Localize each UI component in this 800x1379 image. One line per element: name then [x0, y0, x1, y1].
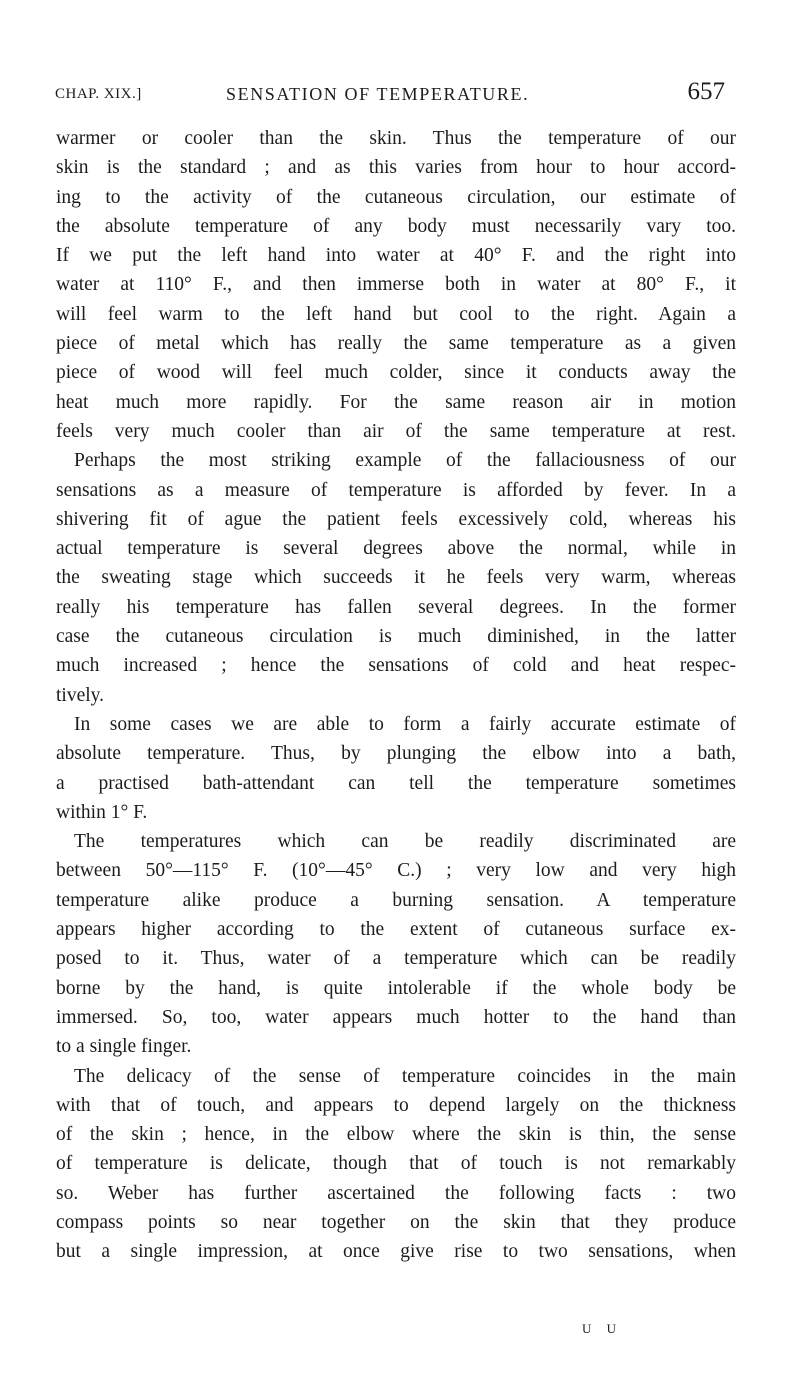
paragraph-end-line: tively. — [56, 684, 105, 706]
text-line: of temperature is delicate, though that of touch is not remarkably — [56, 1153, 736, 1175]
text-line: much increased ; hence the sensations of cold and heat respec- — [56, 655, 736, 677]
text-line: ing to the activity of the cutaneous circulation, our estimate of — [56, 186, 736, 208]
body-text — [56, 124, 736, 1267]
text-line: of the skin ; hence, in the elbow where the skin is thin, the sense — [56, 1124, 736, 1146]
paragraph-end-line: within 1° F. — [56, 801, 148, 823]
text-line: If we put the left hand into water at 40° F. and the right into — [56, 245, 736, 267]
text-line: appears higher according to the extent of cutaneous surface ex- — [56, 919, 736, 941]
text-line: temperature alike produce a burning sensation. A temperature — [56, 889, 736, 911]
paragraph-end-line: to a single finger. — [56, 1036, 192, 1058]
text-line: actual temperature is several degrees above the normal, while in — [56, 538, 736, 560]
text-line: piece of metal which has really the same temperature as a given — [56, 333, 736, 355]
signature-mark: U U — [582, 1321, 623, 1336]
page-number: 657 — [687, 78, 725, 105]
text-line: the sweating stage which succeeds it he feels very warm, whereas — [56, 567, 736, 589]
text-line: piece of wood will feel much colder, since it conducts away the — [56, 362, 736, 384]
text-line: warmer or cooler than the skin. Thus the temperature of our — [56, 128, 736, 149]
text-line: with that of touch, and appears to depend largely on the thickness — [56, 1094, 736, 1116]
text-line: compass points so near together on the skin that they produce — [56, 1211, 736, 1233]
text-line: a practised bath-attendant can tell the temperature sometimes — [56, 772, 736, 794]
running-head — [55, 78, 725, 112]
paragraph-start-line: In some cases we are able to form a fairly accurate estimate of — [74, 713, 736, 735]
text-line: immersed. So, too, water appears much hotter to the hand than — [56, 1006, 736, 1028]
text-line: sensations as a measure of temperature is afforded by fever. In a — [56, 479, 736, 501]
text-line: heat much more rapidly. For the same reason air in motion — [56, 391, 736, 413]
chapter-label: CHAP. XIX.] — [55, 86, 142, 102]
text-line: the absolute temperature of any body must necessarily vary too. — [56, 215, 736, 237]
text-line: will feel warm to the left hand but cool to the right. Again a — [56, 303, 736, 325]
text-line: case the cutaneous circulation is much diminished, in the latter — [56, 626, 736, 648]
text-line: feels very much cooler than air of the same temperature at rest. — [56, 420, 736, 442]
text-line: posed to it. Thus, water of a temperature which can be readily — [56, 948, 736, 970]
text-line: really his temperature has fallen several degrees. In the former — [56, 596, 736, 618]
text-line: but a single impression, at once give rise to two sensations, when — [56, 1241, 736, 1263]
text-line: skin is the standard ; and as this varies from hour to hour accord- — [56, 157, 736, 179]
running-title: SENSATION OF TEMPERATURE. — [226, 84, 530, 104]
text-line: water at 110° F., and then immerse both in water at 80° F., it — [56, 274, 736, 296]
text-line: absolute temperature. Thus, by plunging the elbow into a bath, — [56, 743, 736, 765]
text-line: so. Weber has further ascertained the following facts : two — [56, 1182, 736, 1204]
text-line: borne by the hand, is quite intolerable if the whole body be — [56, 977, 736, 999]
paragraph-start-line: The delicacy of the sense of temperature coincides in the main — [74, 1065, 736, 1087]
paragraph-start-line: Perhaps the most striking example of the fallaciousness of our — [74, 450, 736, 472]
paragraph-start-line: The temperatures which can be readily discriminated are — [74, 831, 736, 853]
text-line: between 50°—115° F. (10°—45° C.) ; very low and very high — [56, 860, 736, 882]
text-line: shivering fit of ague the patient feels excessively cold, whereas his — [56, 508, 736, 530]
